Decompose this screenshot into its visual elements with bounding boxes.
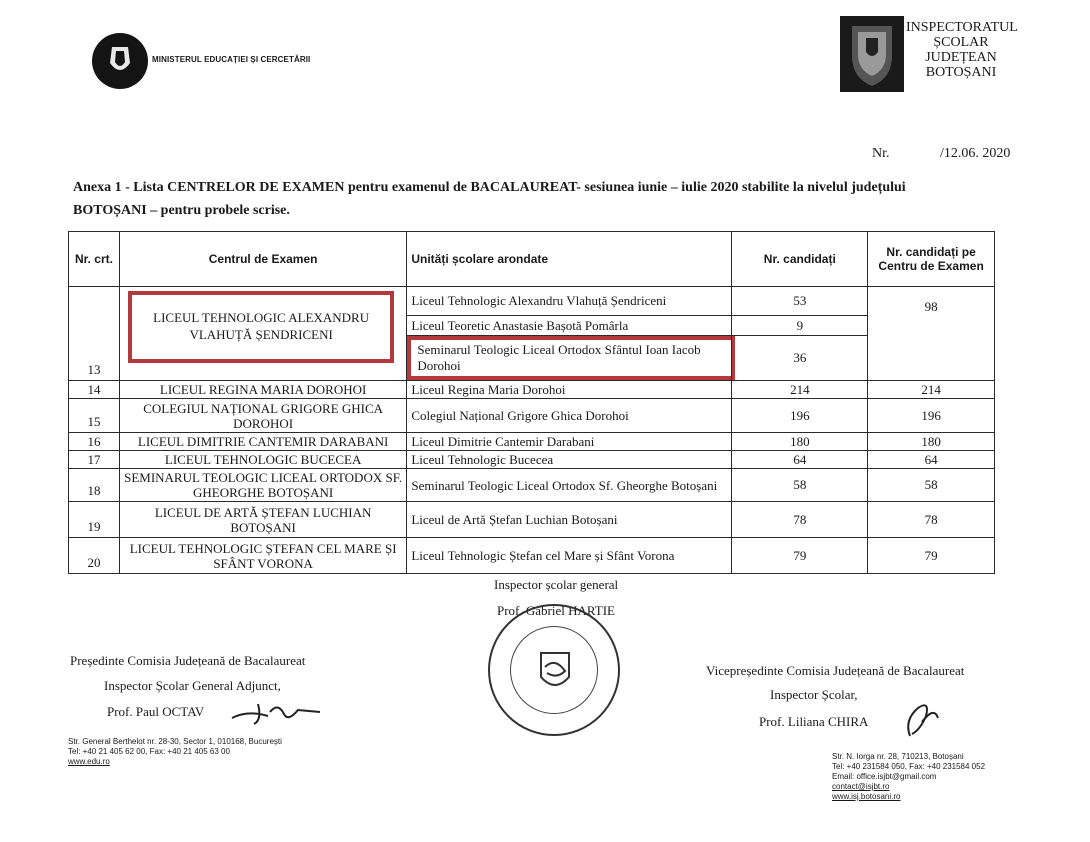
row-centru xyxy=(119,287,406,381)
inspectorate-line: JUDEȚEAN xyxy=(925,50,997,65)
row-nr: 19 xyxy=(69,502,120,538)
row-centru: LICEUL DE ARTĂ ȘTEFAN LUCHIAN BOTOȘANI xyxy=(119,502,406,538)
table-row xyxy=(69,381,995,399)
row-unit: Liceul Tehnologic Bucecea xyxy=(407,451,732,469)
inspectorate-line: INSPECTORATUL xyxy=(906,20,1018,35)
row-count: 78 xyxy=(732,502,868,538)
row-nr: 18 xyxy=(69,469,120,502)
document-date xyxy=(940,146,1010,162)
inspectorate-address: Str. N. Iorga nr. 28, 710213, Botoșani xyxy=(832,752,964,761)
row-nr: 14 xyxy=(69,381,120,399)
row-total: 180 xyxy=(868,433,995,451)
title-line-1: Anexa 1 - Lista CENTRELOR DE EXAMEN pentru examenul de BACALAUREAT- sesiunea iunie – iulie 2020 stabilite la nivelul județului xyxy=(73,180,906,195)
ministry-website-link[interactable]: www.edu.ro xyxy=(68,757,110,766)
document-date-value: /12.06. 2020 xyxy=(940,146,1011,161)
ministry-phone: Tel: +40 21 405 62 00, Fax: +40 21 405 63 00 xyxy=(68,747,230,756)
row-count: 196 xyxy=(732,399,868,433)
row-nr: 13 xyxy=(69,287,120,381)
stamp-inner-ring xyxy=(510,626,598,714)
row-unit xyxy=(407,336,732,381)
inspectorate-email[interactable]: Email: office.isjbt@gmail.com xyxy=(832,772,937,781)
row-unit: Liceul Tehnologic Ștefan cel Mare și Sfânt Vorona xyxy=(407,538,732,574)
row-unit: Colegiul Național Grigore Ghica Dorohoi xyxy=(407,399,732,433)
row-total: 58 xyxy=(868,469,995,502)
ministry-contact xyxy=(68,737,282,767)
vicepresident-signature-icon xyxy=(900,700,944,740)
highlighted-unit: Seminarul Teologic Liceal Ortodox Sfântul Ioan Iacob Dorohoi xyxy=(407,336,735,380)
vicepresident-title: Vicepreședinte Comisia Județeană de Bacalaureat xyxy=(706,663,965,678)
row-nr: 16 xyxy=(69,433,120,451)
header-centru: Centrul de Examen xyxy=(119,232,406,287)
row-count: 180 xyxy=(732,433,868,451)
row-unit: Seminarul Teologic Liceal Ortodox Sf. Gheorghe Botoșani xyxy=(407,469,732,502)
row-centru: LICEUL TEHNOLOGIC ȘTEFAN CEL MARE ȘI SFÂNT VORONA xyxy=(119,538,406,574)
president-role: Inspector Școlar General Adjunct, xyxy=(104,678,281,693)
vicepresident-name: Prof. Liliana CHIRA xyxy=(759,714,869,729)
row-total: 79 xyxy=(868,538,995,574)
row-count: 79 xyxy=(732,538,868,574)
row-centru: COLEGIUL NAȚIONAL GRIGORE GHICA DOROHOI xyxy=(119,399,406,433)
row-count: 214 xyxy=(732,381,868,399)
inspectorate-phone: Tel: +40 231584 050, Fax: +40 231584 052 xyxy=(832,762,986,771)
title-line-2: BOTOȘANI – pentru probele scrise. xyxy=(73,203,290,218)
header-nr: Nr. crt. xyxy=(69,232,120,287)
general-inspector-name: Prof. Gabriel HARTIE xyxy=(497,603,615,618)
header-unitati: Unități școlare arondate xyxy=(407,232,732,287)
table-row xyxy=(69,469,995,502)
page-title xyxy=(73,176,1033,222)
highlighted-centru: LICEUL TEHNOLOGIC ALEXANDRU VLAHUȚĂ ȘENDRICENI xyxy=(128,291,394,363)
inspectorate-line: ȘCOLAR xyxy=(933,35,989,50)
row-total: 196 xyxy=(868,399,995,433)
row-unit: Liceul Teoretic Anastasie Bașotă Pomârla xyxy=(407,316,732,336)
table-row xyxy=(69,538,995,574)
exam-centers-table xyxy=(68,231,995,574)
row-total: 214 xyxy=(868,381,995,399)
inspectorate-website-link[interactable]: www.isj.botosani.ro xyxy=(832,792,901,801)
row-unit: Liceul de Artă Ștefan Luchian Botoșani xyxy=(407,502,732,538)
stamp-crest-icon xyxy=(511,627,599,715)
table-row xyxy=(69,451,995,469)
table-header-row xyxy=(69,232,995,287)
row-unit: Liceul Regina Maria Dorohoi xyxy=(407,381,732,399)
row-unit: Liceul Tehnologic Alexandru Vlahuță Șendriceni xyxy=(407,287,732,316)
inspectorate-line: BOTOȘANI xyxy=(925,65,997,80)
row-centru: LICEUL TEHNOLOGIC BUCECEA xyxy=(119,451,406,469)
row-centru: LICEUL DIMITRIE CANTEMIR DARABANI xyxy=(119,433,406,451)
inspectorate-contact xyxy=(832,752,985,802)
table-row xyxy=(69,399,995,433)
row-unit: Liceul Dimitrie Cantemir Darabani xyxy=(407,433,732,451)
row-centru: SEMINARUL TEOLOGIC LICEAL ORTODOX SF. GHEORGHE BOTOȘANI xyxy=(119,469,406,502)
registration-number-label: Nr. xyxy=(872,146,890,161)
inspectorate-name xyxy=(906,20,1016,80)
row-count: 64 xyxy=(732,451,868,469)
row-total: 98 xyxy=(868,287,995,381)
row-count: 58 xyxy=(732,469,868,502)
row-nr: 17 xyxy=(69,451,120,469)
president-name: Prof. Paul OCTAV xyxy=(107,704,205,719)
ministry-name: MINISTERUL EDUCAȚIEI ȘI CERCETĂRII xyxy=(152,55,311,64)
row-count: 36 xyxy=(732,336,868,381)
row-nr: 20 xyxy=(69,538,120,574)
ministry-logo xyxy=(92,33,148,89)
row-count: 53 xyxy=(732,287,868,316)
table-row xyxy=(69,287,995,316)
table-row xyxy=(69,433,995,451)
ministry-address: Str. General Berthelot nr. 28-30, Sector 1, 010168, București xyxy=(68,737,282,746)
general-inspector-title: Inspector școlar general xyxy=(494,577,619,592)
vicepresident-role: Inspector Școlar, xyxy=(770,687,858,702)
president-signature-icon xyxy=(228,700,324,726)
row-total: 64 xyxy=(868,451,995,469)
row-count: 9 xyxy=(732,316,868,336)
row-total: 78 xyxy=(868,502,995,538)
row-nr: 15 xyxy=(69,399,120,433)
inspectorate-contact-email[interactable]: contact@isjbt.ro xyxy=(832,782,890,791)
inspectorate-crest xyxy=(840,16,904,92)
header-candidati: Nr. candidați xyxy=(732,232,868,287)
row-centru: LICEUL REGINA MARIA DOROHOI xyxy=(119,381,406,399)
header-candidati-centru: Nr. candidați pe Centru de Examen xyxy=(868,232,995,287)
president-title: Președinte Comisia Județeană de Bacalaureat xyxy=(70,653,306,668)
table-row xyxy=(69,502,995,538)
